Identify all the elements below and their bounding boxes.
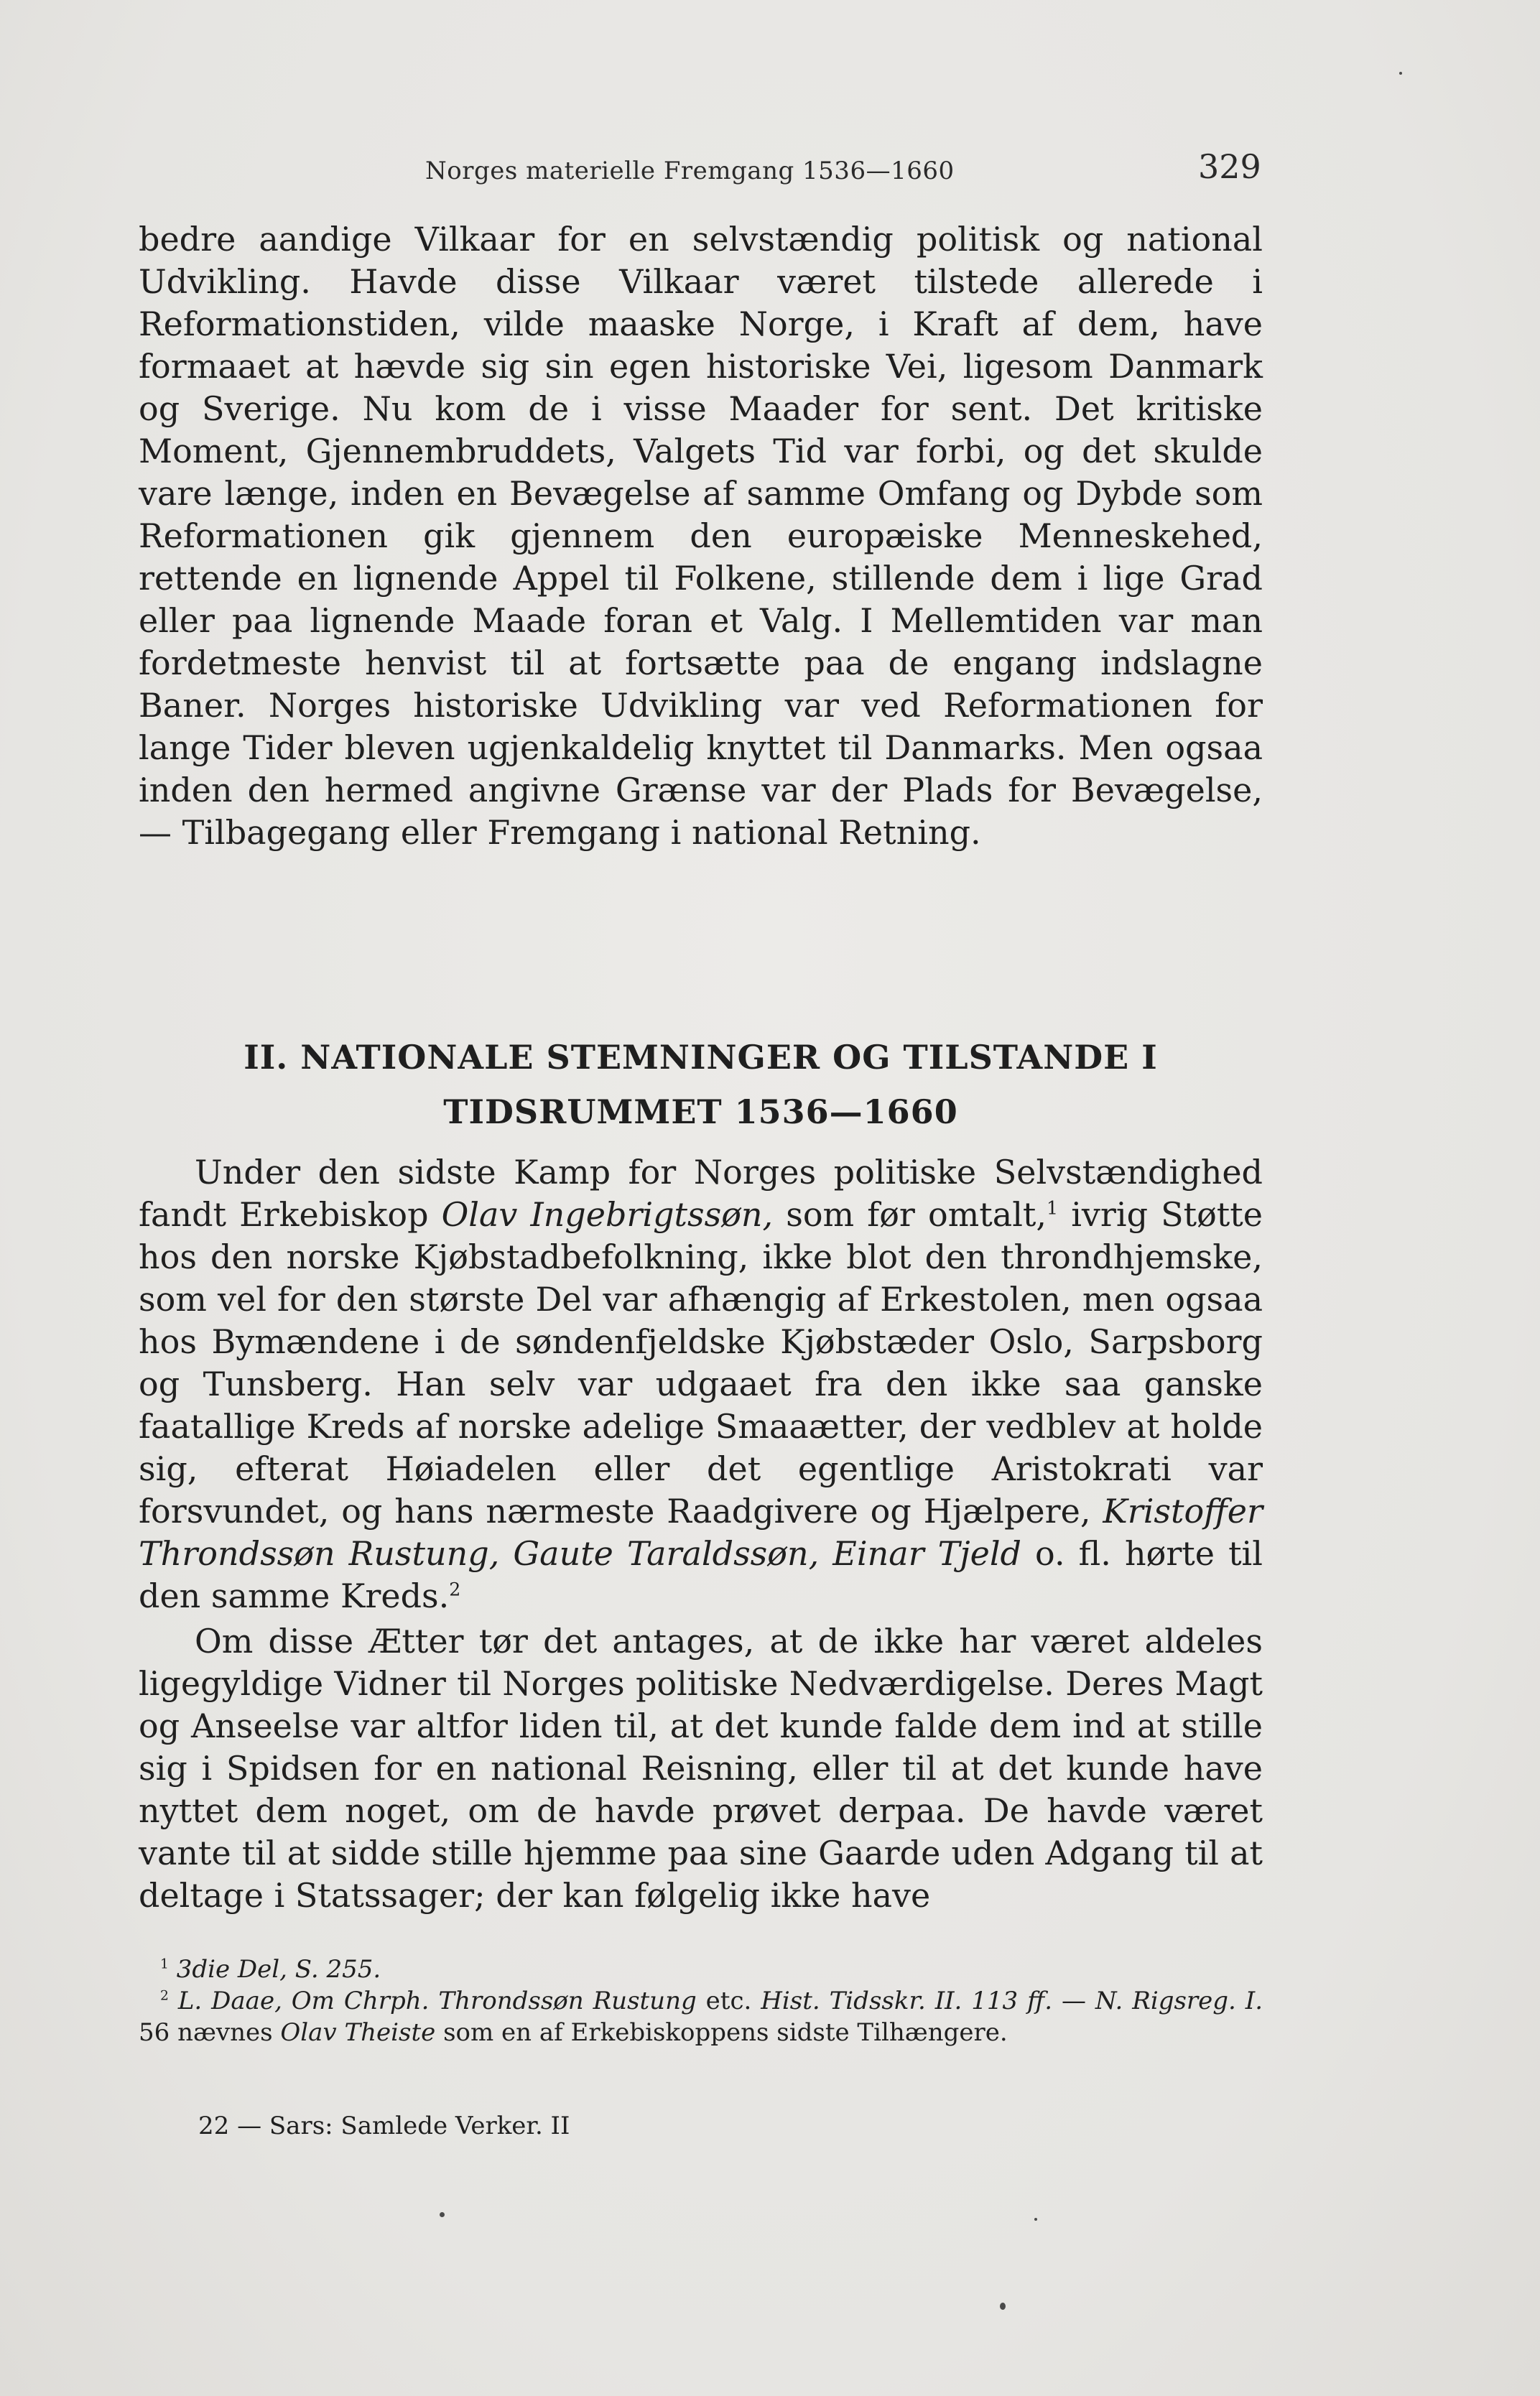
citation: L. Daae, Om Chrph. Throndssøn Rustung	[177, 1987, 697, 2015]
body-paragraph-3: Om disse Ætter tør det antages, at de ikke har været aldeles ligegyldige Vidner til Norges politiske Nedværdigelse. Deres Magt og Anseelse var altfor liden til, at det kunde falde dem ind at stille sig i Spidsen for en national Reisning, eller til at det kunde have nyttet dem noget, om de havde prøvet derpaa. De havde været vante til at sidde stille hjemme paa sine Gaarde uden Adgang til at deltage i Statssager; der kan følgelig ikke have	[139, 1622, 1263, 1915]
footnote-1-text: 3die Del, S. 255.	[176, 1955, 381, 1984]
text-run: Under den sidste Kamp for Norges politiske Selvstændighed fandt Erkebiskop	[139, 1153, 1263, 1234]
text-run: som en af Erkebiskoppens sidste Tilhængere.	[435, 2018, 1008, 2047]
text-run: etc.	[696, 1987, 761, 2015]
footnote-2	[139, 1985, 1263, 2048]
ink-speck	[1399, 72, 1402, 75]
footnote-mark-2: 2	[160, 1988, 169, 2004]
text-run: 56 nævnes	[139, 2018, 281, 2047]
ink-speck	[1000, 2303, 1006, 2310]
footnote-ref-2[interactable]: 2	[449, 1579, 461, 1600]
text-run: ivrig Støtte hos den norske Kjøbstadbefolkning, ikke blot den throndhjemske, som vel for den største Del var afhængig af Erkestolen, men ogsaa hos Bymændene i de søndenfjeldske Kjøbstæder Oslo, Sarpsborg og Tunsberg. Han selv var udgaaet fra den ikke saa ganske faatallige Kreds af norske adelige Smaaætter, der vedblev at holde sig, efterat Høiadelen eller det egentlige Aristokrati var forsvundet, og hans nærmeste Raadgivere og Hjælpere,	[139, 1195, 1263, 1531]
footnote-ref-1[interactable]: 1	[1047, 1197, 1059, 1219]
page-number: 329	[1198, 147, 1261, 186]
person-name: Olav Ingebrigtssøn,	[441, 1195, 774, 1234]
citation: Hist. Tidsskr. II. 113 ff.	[761, 1987, 1053, 2015]
text-run: o. fl. hørte til den samme Kreds.	[139, 1534, 1263, 1615]
footnote-mark-1: 1	[160, 1956, 169, 1972]
section-heading	[139, 1030, 1263, 1139]
section-heading-line-2: TIDSRUMMET 1536—1660	[443, 1092, 958, 1131]
person-names: Kristoffer Throndssøn Rustung, Gaute Taraldssøn, Einar Tjeld	[139, 1492, 1263, 1573]
citation: N. Rigsreg. I.	[1095, 1987, 1263, 2015]
footnote-1	[139, 1954, 1263, 1985]
printer-signature: 22 — Sars: Samlede Verker. II	[198, 2112, 570, 2140]
text-run: —	[1052, 1987, 1095, 2015]
footnotes	[139, 1954, 1263, 2048]
person-name: Olav Theiste	[280, 2018, 436, 2047]
ink-speck	[440, 2212, 445, 2217]
body-paragraph-1: bedre aandige Vilkaar for en selvstændig politisk og national Udvikling. Havde disse Vilkaar været tilstede allerede i Reformationstiden, vilde maaske Norge, i Kraft af dem, have formaaet at hævde sig sin egen historiske Vei, ligesom Danmark og Sverige. Nu kom de i visse Maader for sent. Det kritiske Moment, Gjennembruddets, Valgets Tid var forbi, og det skulde vare længe, inden en Bevægelse af samme Omfang og Dybde som Reformationen gik gjennem den europæiske Menneskehed, rettende en lignende Appel til Folkene, stillende dem i lige Grad eller paa lignende Maade foran et Valg. I Mellemtiden var man fordetmeste henvist til at fortsætte paa de engang indslagne Baner. Norges historiske Udvikling var ved Reformationen for lange Tider bleven ugjenkaldelig knyttet til Danmarks. Men ogsaa inden den hermed angivne Grænse var der Plads for Bevægelse, — Tilbagegang eller Fremgang i national Retning.	[139, 220, 1263, 852]
text-run: som før omtalt,	[773, 1195, 1047, 1234]
ink-speck	[1034, 2218, 1037, 2221]
section-heading-line-1: II. NATIONALE STEMNINGER OG TILSTANDE I	[243, 1038, 1158, 1077]
running-title: Norges materielle Fremgang 1536—1660	[425, 157, 955, 185]
body-paragraph-2	[139, 1151, 1263, 1617]
